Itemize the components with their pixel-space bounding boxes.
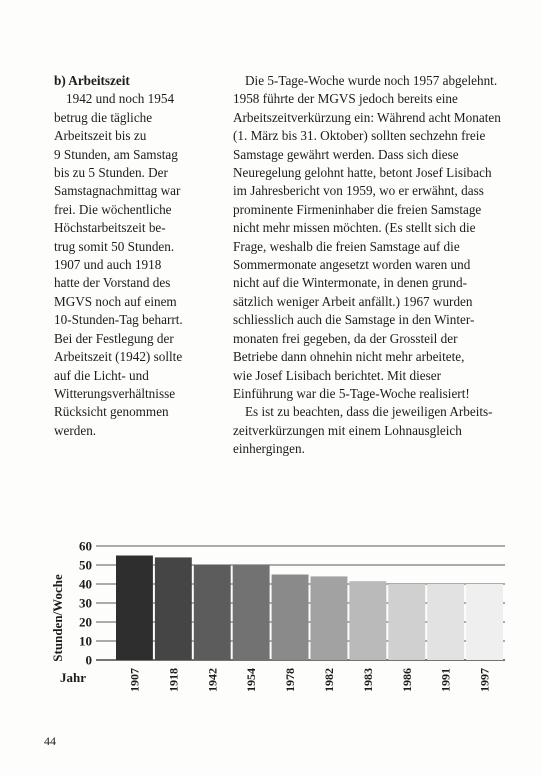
bar-1907 bbox=[116, 556, 153, 661]
text-line: sätzlich weniger Arbeit anfällt.) 1967 wurden bbox=[233, 293, 473, 309]
text-line: 1958 führte der MGVS jedoch bereits eine bbox=[233, 91, 458, 107]
text-line: monaten frei gegeben, da der Grossteil der bbox=[233, 330, 458, 346]
text-line: Rücksicht genommen bbox=[54, 404, 169, 420]
text-line: Arbeitszeit (1942) sollte bbox=[54, 349, 183, 365]
y-tick-label: 50 bbox=[79, 557, 92, 573]
x-axis-label: Jahr bbox=[60, 670, 86, 685]
text-line: Neuregelung gelohnt hatte, betont Josef Lisibach bbox=[233, 165, 492, 181]
text-line: nicht auf die Wintermonate, in denen grund- bbox=[233, 275, 467, 291]
text-line: 1907 und auch 1918 bbox=[54, 257, 162, 273]
text-line: 1942 und noch 1954 bbox=[66, 91, 175, 107]
text-line: 9 Stunden, am Samstag bbox=[54, 146, 178, 162]
text-line: Sommermonate angesetzt worden waren und bbox=[233, 257, 471, 273]
bar-1942 bbox=[194, 565, 231, 660]
x-tick-label: 1918 bbox=[166, 668, 181, 692]
right-column bbox=[233, 72, 503, 459]
y-axis-label: Stunden/Woche bbox=[50, 574, 65, 662]
bar-1991 bbox=[427, 584, 464, 660]
text-line: Witterungsverhältnisse bbox=[54, 385, 176, 401]
text-line: frei. Die wöchentliche bbox=[54, 201, 172, 217]
bar-1918 bbox=[155, 557, 192, 660]
text-line: zeitverkürzungen mit einem Lohnausgleich bbox=[233, 422, 462, 438]
text-line: Samstage gewährt werden. Dass sich diese bbox=[233, 146, 459, 162]
working-hours-bar-chart bbox=[40, 532, 510, 712]
text-line: Einführung war die 5-Tage-Woche realisiert! bbox=[233, 385, 470, 401]
text-line: wie Josef Lisibach berichtet. Mit dieser bbox=[233, 367, 442, 383]
bar-1978 bbox=[272, 575, 309, 661]
x-tick-label: 1991 bbox=[438, 668, 453, 692]
text-line: Es ist zu beachten, dass die jeweiligen Arbeits- bbox=[245, 404, 493, 420]
x-tick-labels bbox=[127, 668, 491, 692]
text-line: Arbeitszeitverkürzung ein: Während acht Monaten bbox=[233, 109, 501, 125]
y-tick-label: 30 bbox=[79, 595, 92, 611]
text-line: Frage, weshalb die freien Samstage auf die bbox=[233, 238, 460, 254]
x-tick-label: 1954 bbox=[244, 668, 259, 692]
bar-1982 bbox=[311, 576, 348, 660]
text-line: Betriebe dann ohnehin nicht mehr arbeitete, bbox=[233, 349, 465, 365]
x-tick-label: 1942 bbox=[205, 668, 220, 692]
y-tick-label: 40 bbox=[79, 576, 92, 592]
text-line: Arbeitszeit bis zu bbox=[54, 128, 147, 144]
chart-bars bbox=[116, 556, 503, 661]
text-line: bis zu 5 Stunden. Der bbox=[54, 165, 168, 181]
text-line: auf die Licht- und bbox=[54, 367, 149, 383]
text-line: Höchstarbeitszeit be- bbox=[54, 220, 166, 236]
text-line: werden. bbox=[54, 422, 97, 438]
bar-1983 bbox=[349, 581, 386, 660]
y-tick-label: 0 bbox=[85, 652, 92, 668]
text-line: MGVS noch auf einem bbox=[54, 293, 177, 309]
y-tick-label: 10 bbox=[79, 633, 92, 649]
text-line: nicht mehr missen möchten. (Es stellt sich die bbox=[233, 220, 476, 236]
bar-1986 bbox=[388, 584, 425, 660]
left-column bbox=[54, 72, 218, 440]
text-line: Samstagnachmittag war bbox=[54, 183, 181, 199]
text-line: hatte der Vorstand des bbox=[54, 275, 171, 291]
bar-1954 bbox=[233, 565, 270, 660]
x-tick-label: 1907 bbox=[127, 668, 142, 692]
text-line: betrug die tägliche bbox=[54, 109, 153, 125]
text-line: trug somit 50 Stunden. bbox=[54, 238, 175, 254]
text-line: Die 5-Tage-Woche wurde noch 1957 abgelehnt. bbox=[245, 73, 498, 88]
section-heading: b) Arbeitszeit bbox=[54, 73, 130, 88]
text-line: im Jahresbericht von 1959, wo er erwähnt, dass bbox=[233, 183, 484, 199]
text-line: (1. März bis 31. Oktober) sollten sechzehn freie bbox=[233, 128, 486, 144]
text-line: prominente Firmeninhaber die freien Samstage bbox=[233, 201, 482, 217]
x-tick-label: 1983 bbox=[360, 668, 375, 692]
x-tick-label: 1997 bbox=[477, 668, 492, 692]
x-tick-label: 1982 bbox=[321, 668, 336, 692]
text-line: einhergingen. bbox=[233, 441, 305, 457]
y-tick-label: 20 bbox=[79, 614, 92, 630]
page-number: 44 bbox=[44, 734, 56, 748]
text-line: Bei der Festlegung der bbox=[54, 330, 174, 346]
x-tick-label: 1986 bbox=[399, 668, 414, 692]
text-line: schliesslich auch die Samstage in den Winter- bbox=[233, 312, 475, 328]
bar-1997 bbox=[466, 584, 503, 660]
text-line: 10-Stunden-Tag beharrt. bbox=[54, 312, 183, 328]
y-tick-labels bbox=[79, 539, 92, 668]
x-tick-label: 1978 bbox=[283, 668, 298, 692]
y-tick-label: 60 bbox=[79, 538, 92, 554]
